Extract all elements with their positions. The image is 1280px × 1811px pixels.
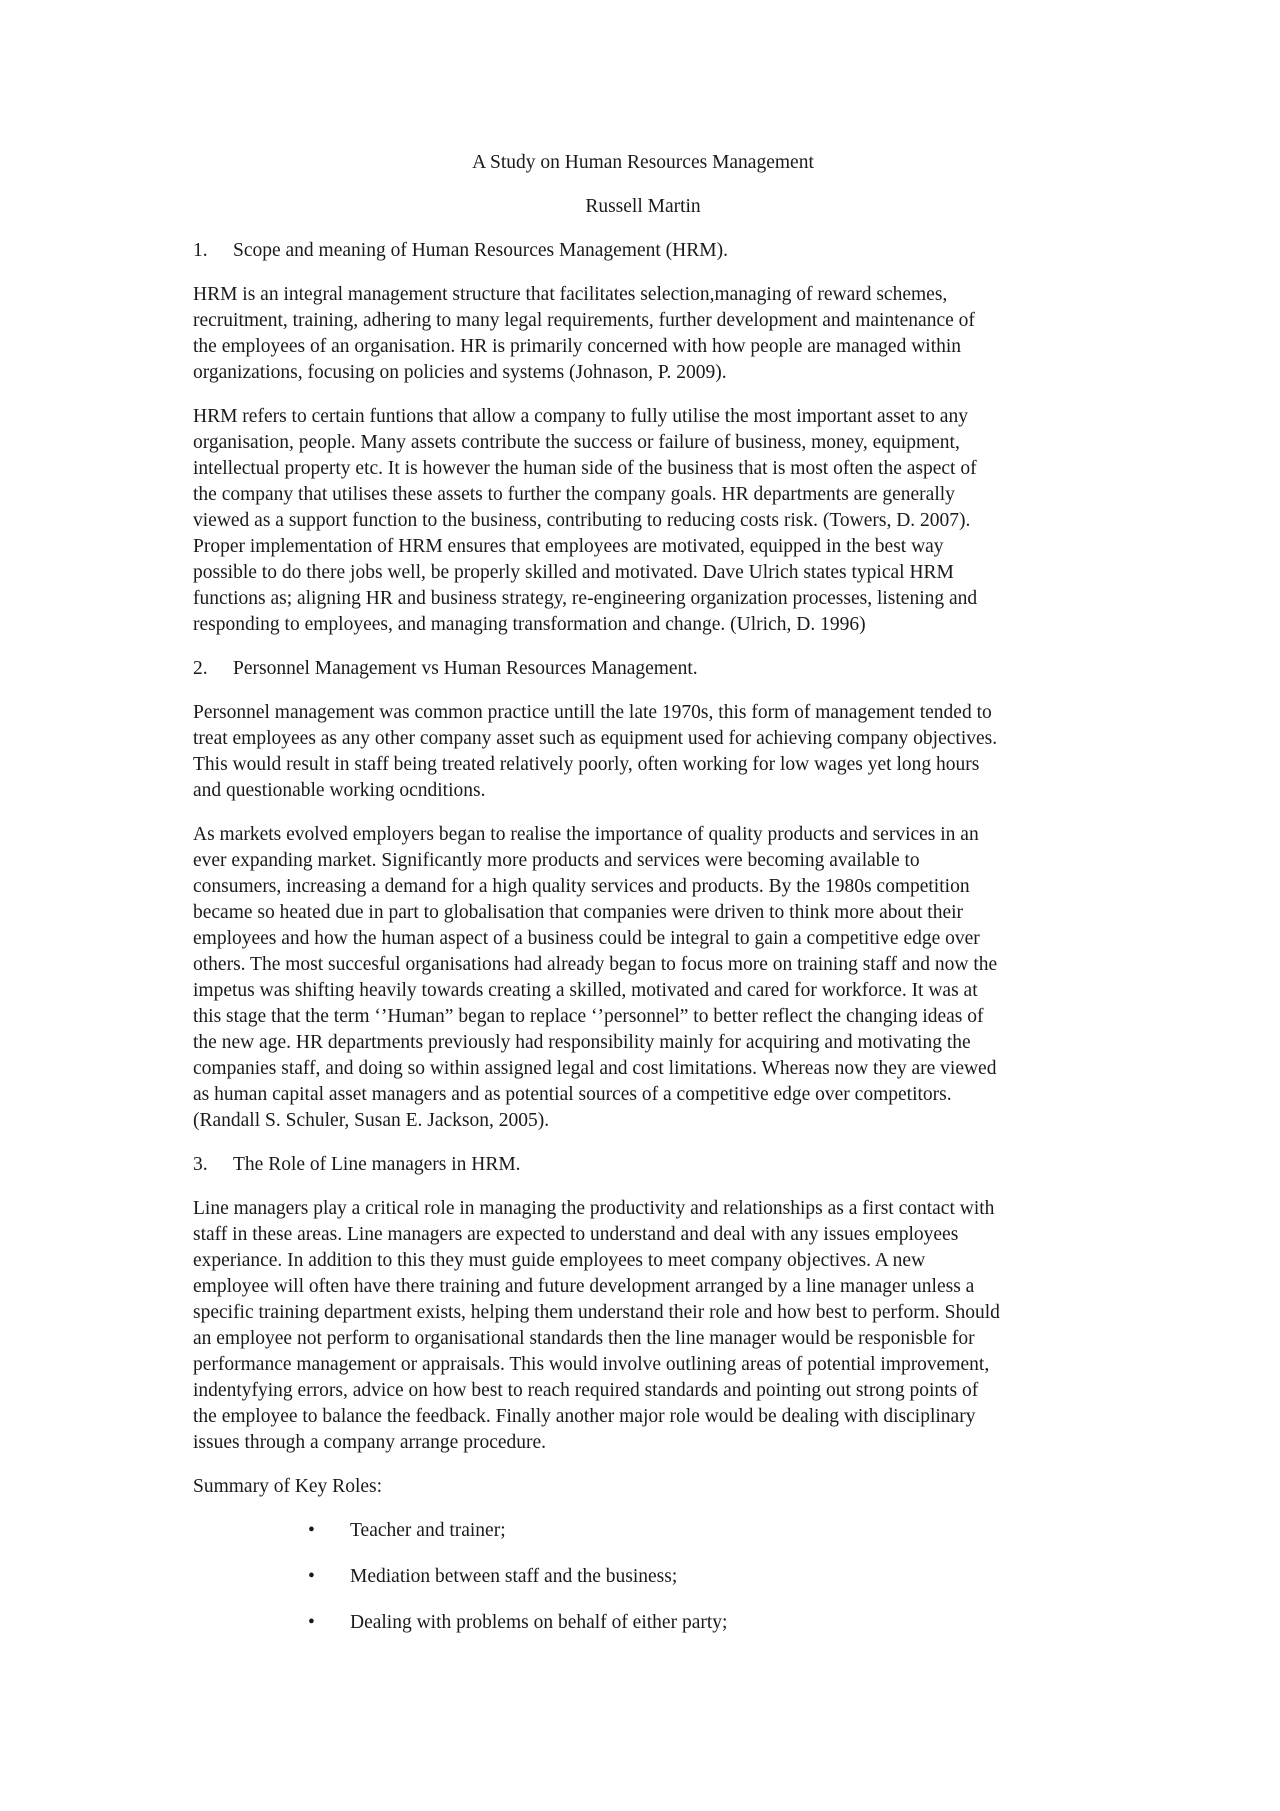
- section-number: 3.: [193, 1154, 208, 1175]
- summary-heading: Summary of Key Roles:: [193, 1476, 383, 1497]
- section-heading: [193, 238, 1093, 264]
- list-item: [308, 1564, 1093, 1590]
- bullet-icon: •: [308, 1612, 315, 1633]
- section-heading: [193, 656, 1093, 682]
- paragraph: HRM is an integral management structure that facilitates selection,managing of reward schemes, recruitment, training, adhering to many legal requirements, further development and maintenance of the employees of an organisation. HR is primarily concerned with how people are managed within organizations, focusing on policies and systems (Johnason, P. 2009).: [193, 284, 975, 383]
- document-author: Russell Martin: [585, 196, 701, 217]
- paragraph: Line managers play a critical role in managing the productivity and relationships as a first contact with staff in these areas. Line managers are expected to understand and deal with any issues employees experiance. In addition to this they must guide employees to meet company objectives. A new employee will often have there training and future development arranged by a line manager unless a specific training department exists, helping them understand their role and how best to perform. Should an employee not perform to organisational standards then the line manager would be responisble for performance management or appraisals. This would involve outlining areas of potential improvement, indentyfying errors, advice on how best to reach required standards and pointing out strong points of the employee to balance the feedback. Finally another major role would be dealing with disciplinary issues through a company arrange procedure.: [193, 1198, 1000, 1453]
- section-number: 2.: [193, 658, 208, 679]
- section-number: 1.: [193, 240, 208, 261]
- section-title: Personnel Management vs Human Resources Management.: [233, 658, 698, 679]
- paragraph: Personnel management was common practice untill the late 1970s, this form of management tended to treat employees as any other company asset such as equipment used for achieving company objectives. This would result in staff being treated relatively poorly, often working for low wages yet long hours and questionable working ocnditions.: [193, 702, 998, 801]
- list-item: [308, 1610, 1093, 1636]
- paragraph: HRM refers to certain funtions that allow a company to fully utilise the most important asset to any organisation, people. Many assets contribute the success or failure of business, money, equipment, intellectual property etc. It is however the human side of the business that is most often the aspect of the company that utilises these assets to further the company goals. HR departments are generally viewed as a support function to the business, contributing to reducing costs risk. (Towers, D. 2007). Proper implementation of HRM ensures that employees are motivated, equipped in the best way possible to do there jobs well, be properly skilled and motivated. Dave Ulrich states typical HRM functions as; aligning HR and business strategy, re-engineering organization processes, listening and responding to employees, and managing transformation and change. (Ulrich, D. 1996): [193, 406, 978, 635]
- document-page: [193, 150, 1093, 1656]
- list-item-text: Dealing with problems on behalf of either party;: [350, 1612, 728, 1633]
- section-title: Scope and meaning of Human Resources Management (HRM).: [233, 240, 728, 261]
- paragraph: As markets evolved employers began to realise the importance of quality products and services in an ever expanding market. Significantly more products and services were becoming available to consumers, increasing a demand for a high quality services and products. By the 1980s competition became so heated due in part to globalisation that companies were driven to think more about their employees and how the human aspect of a business could be integral to gain a competitive edge over others. The most succesful organisations had already began to focus more on training staff and now the impetus was shifting heavily towards creating a skilled, motivated and cared for workforce. It was at this stage that the term ‘’Human” began to replace ‘’personnel” to better reflect the changing ideas of the new age. HR departments previously had responsibility mainly for acquiring and motivating the companies staff, and doing so within assigned legal and cost limitations. Whereas now they are viewed as human capital asset managers and as potential sources of a competitive edge over competitors. (Randall S. Schuler, Susan E. Jackson, 2005).: [193, 824, 998, 1131]
- bullet-icon: •: [308, 1520, 315, 1541]
- section-heading: [193, 1152, 1093, 1178]
- list-item-text: Mediation between staff and the business;: [350, 1566, 678, 1587]
- document-title: A Study on Human Resources Management: [472, 152, 814, 173]
- list-item: [308, 1518, 1093, 1544]
- list-item-text: Teacher and trainer;: [350, 1520, 506, 1541]
- key-roles-list: [193, 1518, 1093, 1636]
- section-title: The Role of Line managers in HRM.: [233, 1154, 521, 1175]
- bullet-icon: •: [308, 1566, 315, 1587]
